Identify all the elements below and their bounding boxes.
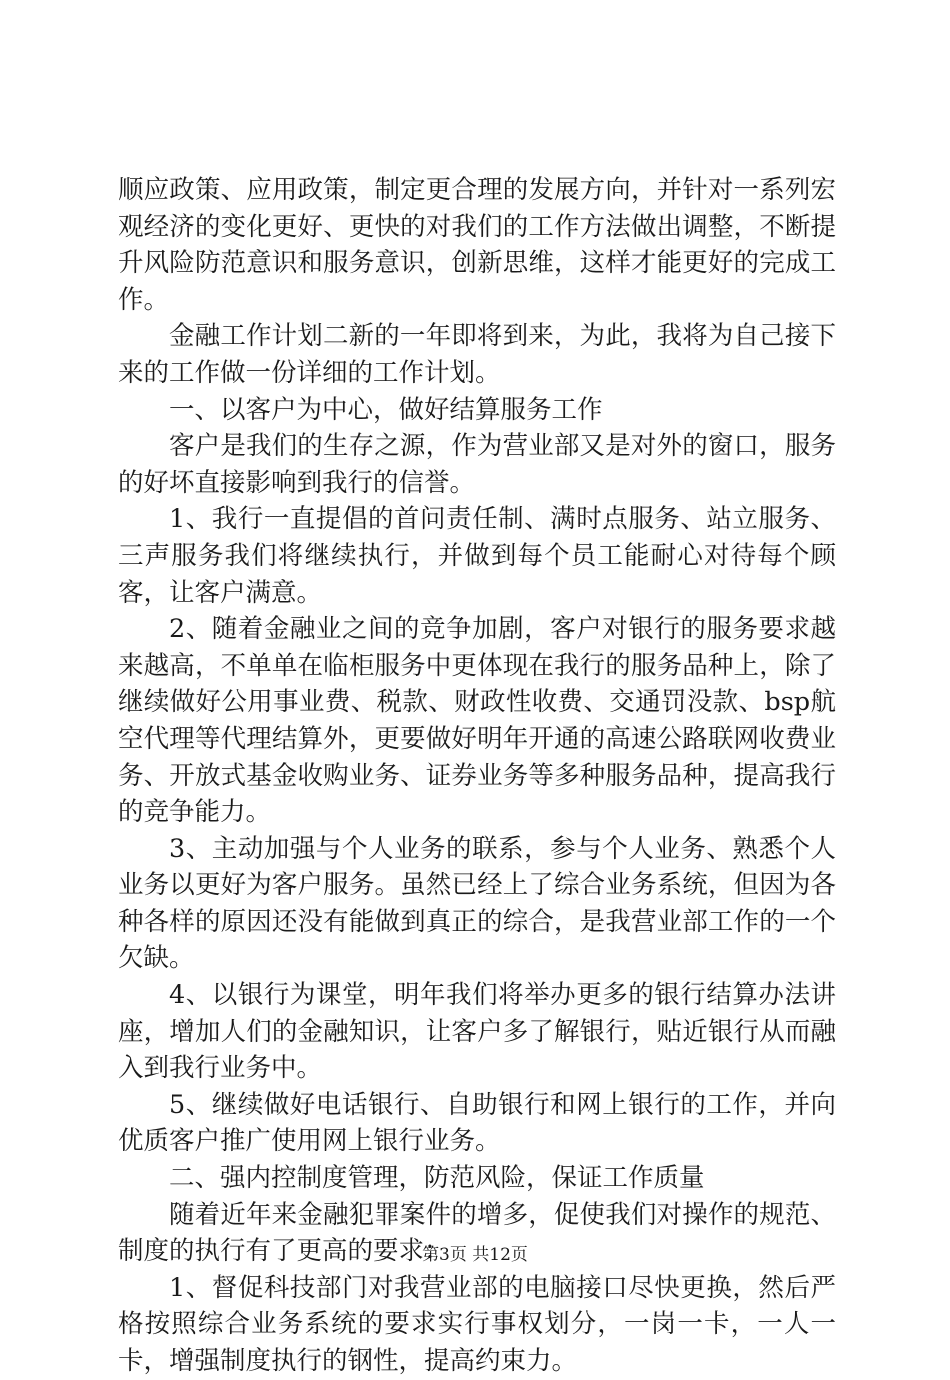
paragraph: 随着近年来金融犯罪案件的增多，促使我们对操作的规范、制度的执行有了更高的要求： — [118, 1199, 836, 1267]
list-item: 3、主动加强与个人业务的联系，参与个人业务、熟悉个人业务以更好为客户服务。虽然已经上了综合业务系统，但因为各种各样的原因还没有能做到真正的综合，是我营业部工作的一个欠缺。 — [118, 833, 836, 974]
paragraph: 客户是我们的生存之源，作为营业部又是对外的窗口，服务的好坏直接影响到我行的信誉。 — [118, 431, 836, 498]
list-item: 2、随着金融业之间的竞争加剧，客户对银行的服务要求越来越高，不单单在临柜服务中更体现在我行的服务品种上，除了继续做好公用事业费、税款、财政性收费、交通罚没款、bsp航空代理等代理结算外，更要做好明年开通的高速公路联网收费业务、开放式基金收购业务、证券业务等多种服务品种，提高我行的竞争能力。 — [118, 614, 836, 828]
page-number-footer: 第3页 共12页 — [422, 1245, 528, 1265]
list-item: 4、以银行为课堂，明年我们将举办更多的银行结算办法讲座，增加人们的金融知识，让客户多了解银行，贴近银行从而融入到我行业务中。 — [118, 980, 836, 1084]
document-body — [118, 172, 836, 1380]
section-heading: 一、以客户为中心，做好结算服务工作 — [169, 394, 603, 425]
paragraph: 金融工作计划二新的一年即将到来，为此，我将为自己接下来的工作做一份详细的工作计划。 — [118, 321, 836, 388]
list-item: 1、我行一直提倡的首问责任制、满时点服务、站立服务、三声服务我们将继续执行，并做到每个员工能耐心对待每个顾客，让客户满意。 — [118, 504, 836, 608]
paragraph: 顺应政策、应用政策，制定更合理的发展方向，并针对一系列宏观经济的变化更好、更快的对我们的工作方法做出调整，不断提升风险防范意识和服务意识，创新思维，这样才能更好的完成工作。 — [118, 175, 836, 315]
list-item: 5、继续做好电话银行、自助银行和网上银行的工作，并向优质客户推广使用网上银行业务。 — [118, 1089, 836, 1157]
list-item: 1、督促科技部门对我营业部的电脑接口尽快更换，然后严格按照综合业务系统的要求实行事权划分，一岗一卡，一人一卡，增强制度执行的钢性，提高约束力。 — [118, 1272, 836, 1376]
section-heading: 二、强内控制度管理，防范风险，保证工作质量 — [169, 1163, 705, 1194]
